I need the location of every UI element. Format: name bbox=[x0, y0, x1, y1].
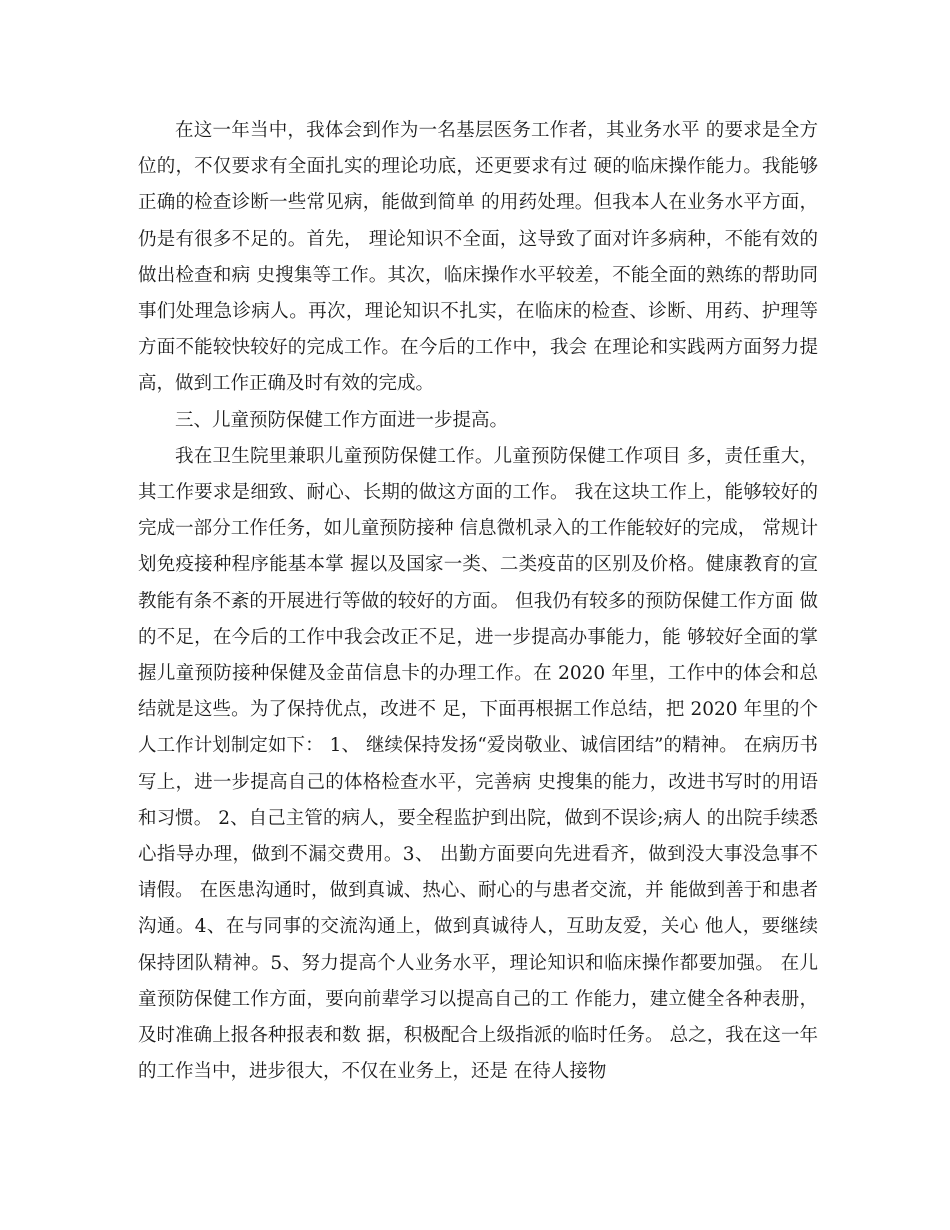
paragraph-work-experience: 在这一年当中，我体会到作为一名基层医务工作者，其业务水平 的要求是全方位的，不仅要求有全面扎实的理论功底，还更要求有过 硬的临床操作能力。我能够正确的检查诊断一些常见病，能做到简单 的用药处理。但我本人在业务水平方面，仍是有很多不足的。首先， 理论知识不全面，这导致了面对许多病种，不能有效的做出检查和病 史搜集等工作。其次，临床操作水平较差，不能全面的熟练的帮助同 事们处理急诊病人。再次，理论知识不扎实，在临床的检查、诊断、用药、护理等方面不能较快较好的完成工作。在今后的工作中，我会 在理论和实践两方面努力提高，做到工作正确及时有效的完成。 bbox=[138, 120, 818, 395]
paragraph-child-health-work: 我在卫生院里兼职儿童预防保健工作。儿童预防保健工作项目 多，责任重大，其工作要求是细致、耐心、长期的做这方面的工作。 我在这块工作上，能够较好的完成一部分工作任务，如儿童预防接种 信息微机录入的工作能较好的完成， 常规计划免疫接种程序能基本掌 握以及国家一类、二类疫苗的区别及价格。健康教育的宣教能有条不紊的开展进行等做的较好的方面。 但我仍有较多的预防保健工作方面 做的不足，在今后的工作中我会改正不足，进一步提高办事能力，能 够较好全面的掌握儿童预防接种保健及金苗信息卡的办理工作。在 2020 年里，工作中的体会和总结就是这些。为了保持优点，改进不 足，下面再根据工作总结，把 2020 年里的个人工作计划制定如下： 1、 继续保持发扬“爱岗敬业、诚信团结”的精神。 在病历书写上，进一步提高自己的体格检查水平，完善病 史搜集的能力，改进书写时的用语和习惯。 2、自己主管的病人，要全程监护到出院，做到不误诊;病人 的出院手续悉心指导办理，做到不漏交费用。3、 出勤方面要向先进看齐，做到没大事没急事不请假。 在医患沟通时，做到真诚、热心、耐心的与患者交流，并 能做到善于和患者沟通。4、在与同事的交流沟通上，做到真诚待人，互助友爱，关心 他人，要继续保持团队精神。5、努力提高个人业务水平，理论知识和临床操作都要加强。 在儿童预防保健工作方面，要向前辈学习以提高自己的工 作能力，建立健全各种表册，及时准确上报各种报表和数 据，积极配合上级指派的临时任务。 总之，我在这一年的工作当中，进步很大，不仅在业务上，还是 在待人接物 bbox=[138, 445, 818, 1083]
section-heading-child-health: 三、儿童预防保健工作方面进一步提高。 bbox=[175, 409, 509, 431]
document-body bbox=[138, 113, 818, 1090]
